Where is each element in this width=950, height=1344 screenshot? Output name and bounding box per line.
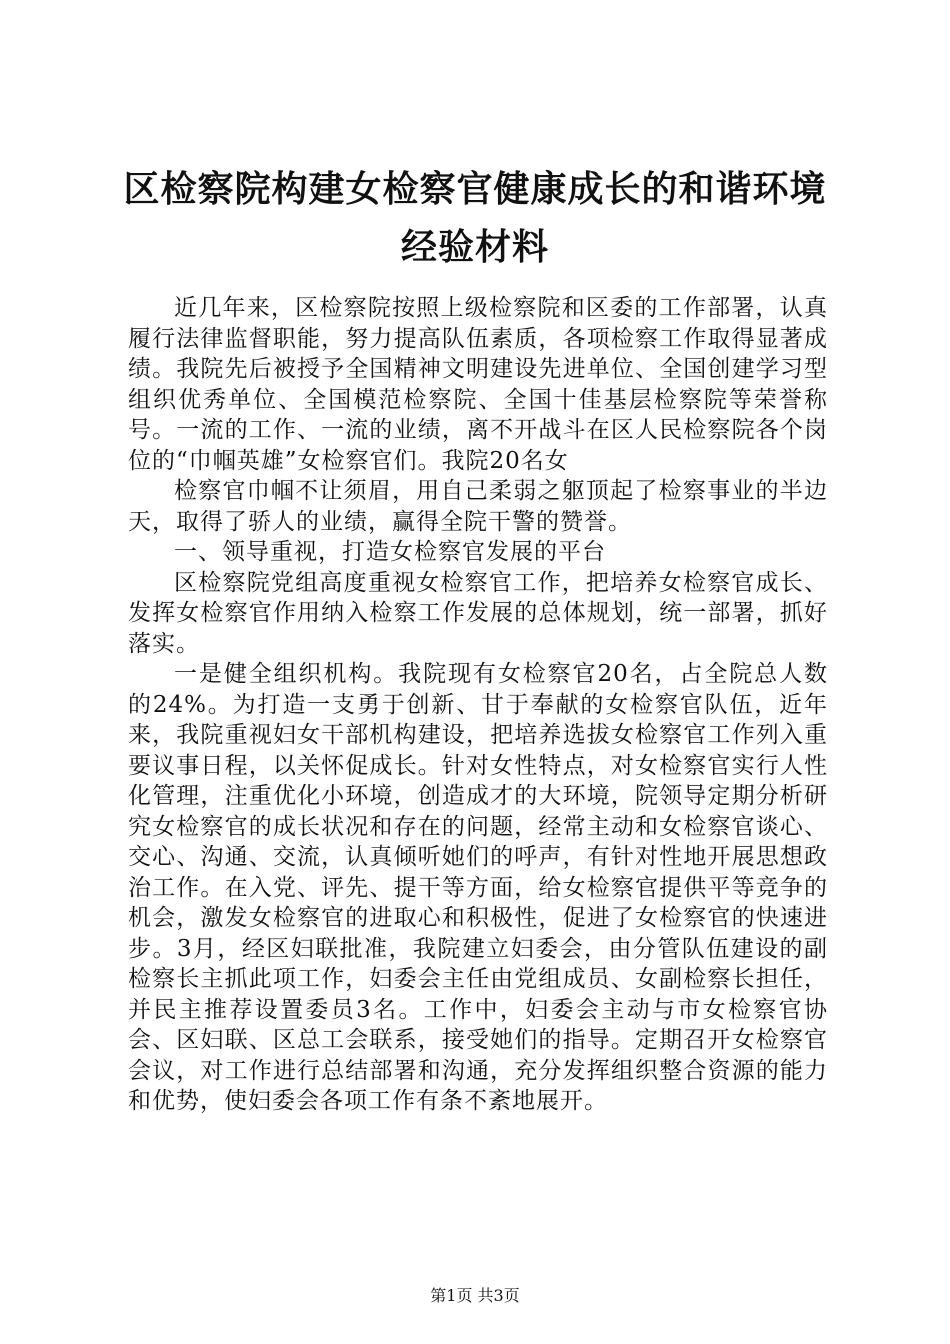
- document-title: 区检察院构建女检察官健康成长的和谐环境经验材料: [123, 168, 827, 268]
- paragraph-intro: 近几年来，区检察院按照上级检察院和区委的工作部署，认真履行法律监督职能，努力提高队伍素质，各项检察工作取得显著成绩。我院先后被授予全国精神文明建设先进单位、全国创建学习型组织优秀单位、全国模范检察院、全国十佳基层检察院等荣誉称号。一流的工作、一流的业绩，离不开战斗在区人民检察院各个岗位的“巾帼英雄”女检察官们。我院20名女: [128, 295, 828, 474]
- document-body: [128, 293, 828, 1117]
- section-heading: 一、领导重视，打造女检察官发展的平台: [174, 539, 606, 565]
- paragraph-section-intro: 区检察院党组高度重视女检察官工作，把培养女检察官成长、发挥女检察官作用纳入检察工作发展的总体规划，统一部署，抓好落实。: [128, 569, 828, 657]
- paragraph-organization: 一是健全组织机构。我院现有女检察官20名，占全院总人数的24%。为打造一支勇于创新、甘于奉献的女检察官队伍，近年来，我院重视妇女干部机构建设，把培养选拔女检察官工作列入重要议事日程，以关怀促成长。针对女性特点，对女检察官实行人性化管理，注重优化小环境，创造成才的大环境，院领导定期分析研究女检察官的成长状况和存在的问题，经常主动和女检察官谈心、交心、沟通、交流，认真倾听她们的呼声，有针对性地开展思想政治工作。在入党、评先、提干等方面，给女检察官提供平等竞争的机会，激发女检察官的进取心和积极性，促进了女检察官的快速进步。3月，经区妇联批准，我院建立妇委会，由分管队伍建设的副检察长主抓此项工作，妇委会主任由党组成员、女副检察长担任，并民主推荐设置委员3名。工作中，妇委会主动与市女检察官协会、区妇联、区总工会联系，接受她们的指导。定期召开女检察官会议，对工作进行总结部署和沟通，充分发挥组织整合资源的能力和优势，使妇委会各项工作有条不紊地展开。: [128, 661, 828, 1114]
- page-number-footer: 第1页 共3页: [430, 1286, 520, 1305]
- paragraph-continuation: 检察官巾帼不让须眉，用自己柔弱之躯顶起了检察事业的半边天，取得了骄人的业绩，赢得全院干警的赞誉。: [128, 478, 828, 535]
